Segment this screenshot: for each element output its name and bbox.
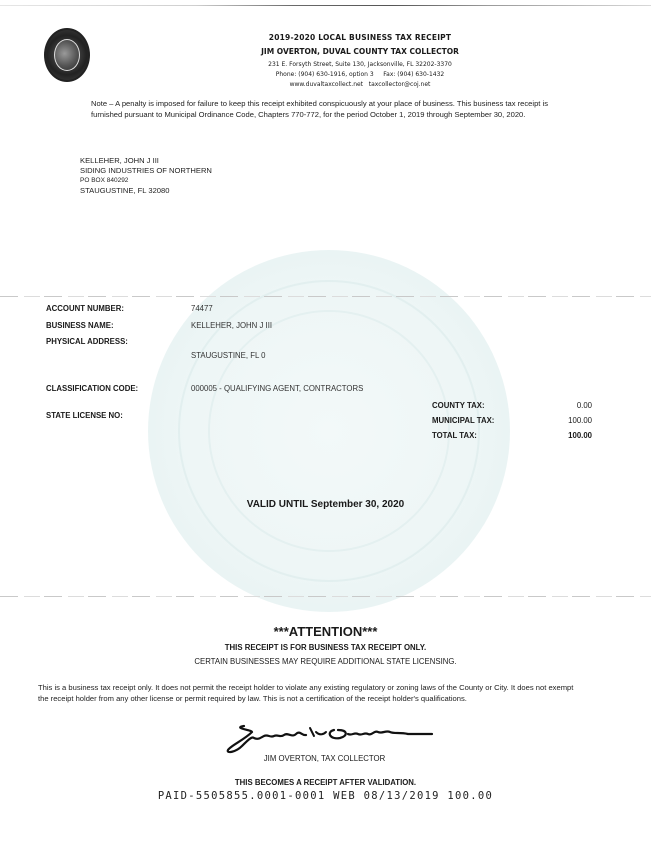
seal-center (54, 39, 80, 71)
classification-code-label: CLASSIFICATION CODE: (46, 384, 139, 393)
municipal-tax-value: 100.00 (568, 416, 592, 425)
mailing-line-4: STAUGUSTINE, FL 32080 (80, 186, 170, 195)
account-number-label: ACCOUNT NUMBER: (46, 304, 124, 313)
signature-icon (222, 722, 442, 754)
county-tax-value: 0.00 (576, 401, 592, 410)
receipt-title: 2019-2020 LOCAL BUSINESS TAX RECEIPT (268, 33, 452, 42)
collector-name: JIM OVERTON, DUVAL COUNTY TAX COLLECTOR (261, 47, 459, 56)
office-phone-fax: Phone: (904) 630-1916, option 3 Fax: (904) 630-1432 (275, 71, 445, 78)
attention-line-1: THIS RECEIPT IS FOR BUSINESS TAX RECEIPT ONLY. (224, 643, 427, 652)
county-tax-label: COUNTY TAX: (432, 401, 485, 410)
validation-notice: THIS BECOMES A RECEIPT AFTER VALIDATION. (234, 778, 417, 787)
account-number-value: 74477 (191, 304, 213, 313)
municipal-tax-label: MUNICIPAL TAX: (432, 416, 495, 425)
office-address: 231 E. Forsyth Street, Suite 130, Jacksonville, FL 32202-3370 (268, 61, 452, 68)
attention-line-2: CERTAIN BUSINESSES MAY REQUIRE ADDITIONAL STATE LICENSING. (194, 657, 457, 666)
office-web-email: www.duvaltaxcollect.net taxcollector@coj.net (289, 81, 431, 88)
perforation-rule-top (0, 296, 651, 297)
mailing-line-2: SIDING INDUSTRIES OF NORTHERN (80, 166, 212, 175)
mailing-line-3: PO BOX 840292 (80, 177, 129, 184)
scan-edge-rule (0, 5, 651, 6)
watermark-ring-inner (208, 310, 450, 552)
signatory-name (0, 754, 651, 763)
penalty-note: Note – A penalty is imposed for failure to keep this receipt exhibited conspicuously at your place of business. This business tax receipt is furnished pursuant to Municipal Ordinance Code, Chapters 770-772, for the period October 1, 2019 through September 30, 2020. (91, 99, 548, 119)
mailing-line-1: KELLEHER, JOHN J III (80, 156, 159, 165)
business-name-value: KELLEHER, JOHN J III (191, 321, 273, 330)
physical-address-label: PHYSICAL ADDRESS: (46, 337, 128, 346)
physical-address-value: STAUGUSTINE, FL 0 (191, 351, 266, 360)
state-license-label: STATE LICENSE NO: (46, 411, 123, 420)
business-name-label: BUSINESS NAME: (46, 321, 114, 330)
total-tax-label: TOTAL TAX: (432, 431, 477, 440)
attention-heading: ***ATTENTION*** (273, 624, 378, 639)
perforation-rule-bottom (0, 596, 651, 597)
mailing-address (80, 156, 212, 196)
disclaimer-text: This is a business tax receipt only. It does not permit the receipt holder to violate any existing regulatory or zoning laws of the County or City. It does not exempt the receipt holder from any other license or permit required by law. This is not a certification of the receipt holder's qualifications. (38, 683, 574, 703)
signatory-name-text: JIM OVERTON, TAX COLLECTOR (263, 754, 386, 763)
valid-until: VALID UNTIL September 30, 2020 (246, 499, 405, 510)
county-seal-icon (44, 28, 90, 82)
classification-code-value: 000005 - QUALIFYING AGENT, CONTRACTORS (191, 384, 364, 393)
paid-stamp: PAID-5505855.0001-0001 WEB 08/13/2019 100.00 (157, 790, 494, 802)
receipt-header (200, 33, 520, 89)
total-tax-value: 100.00 (568, 431, 592, 440)
